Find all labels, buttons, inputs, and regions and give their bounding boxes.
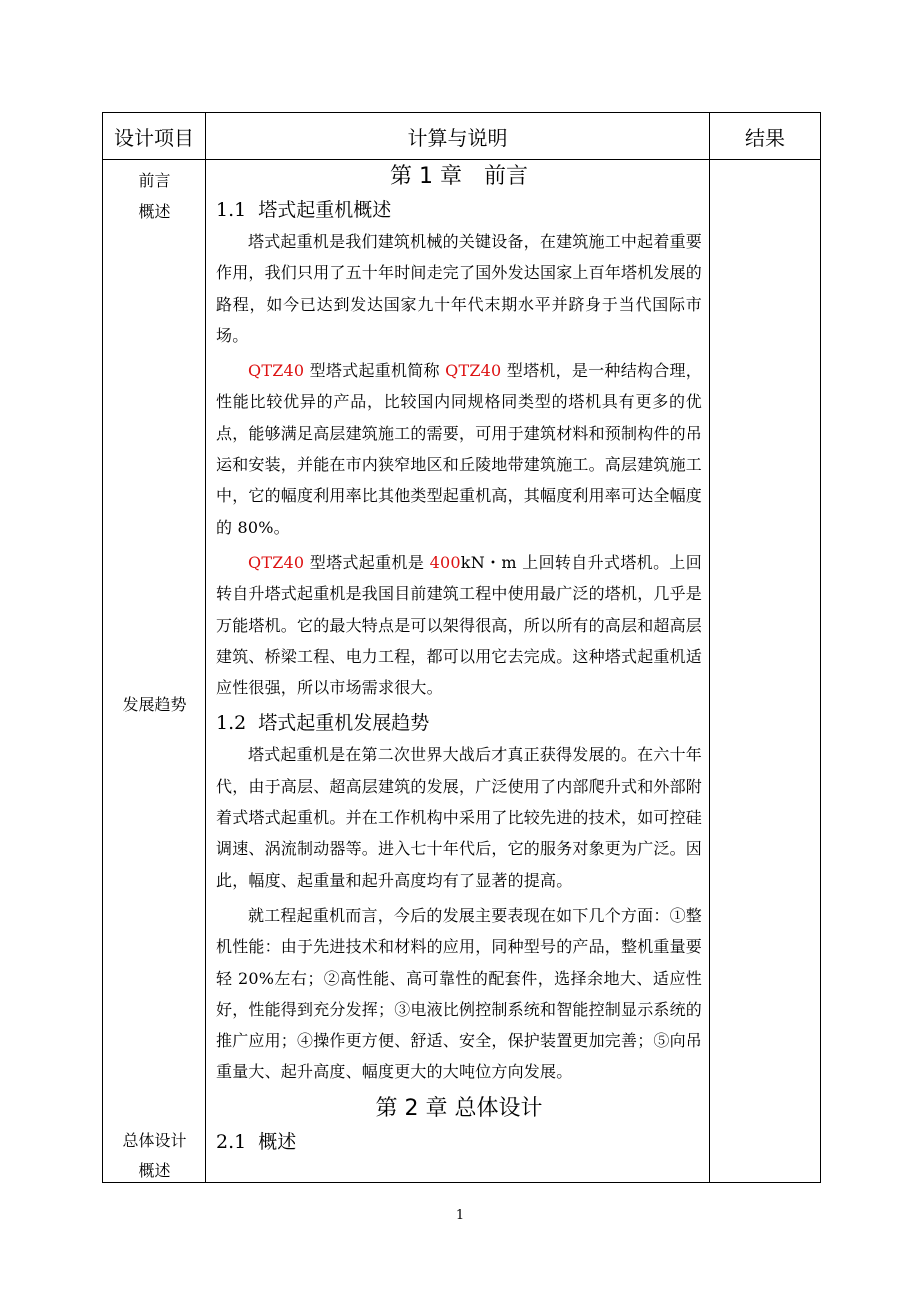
page-number: 1 [455, 1208, 465, 1223]
paragraph-1: 塔式起重机是我们建筑机械的关键设备，在建筑施工中起着重要作用，我们只用了五十年时间走完了国外发达国家上百年塔机发展的路程，如今已达到发达国家九十年代末期水平并跻身于当代国际市场。 [216, 232, 703, 345]
section-number: 1.2 [216, 712, 247, 735]
section-number: 1.1 [216, 199, 247, 221]
side-label-overall-design: 总体设计 [122, 1131, 187, 1150]
text-fragment: kN・m 上回转自升式塔机。上回转自升塔式起重机是我国目前建筑工程中使用最广泛的塔机，几乎是万能塔机。它的最大特点是可以架得很高，所以所有的高层和超高层建筑、桥梁工程、电力工程，都可以用它去完成。这种塔式起重机适应性很强，所以市场需求很大。 [216, 552, 703, 698]
header-calc-desc: 计算与说明 [206, 113, 710, 160]
table-header-row [103, 113, 821, 160]
paragraph-2 [216, 355, 702, 543]
header-result: 结果 [710, 113, 821, 160]
section-title: 概述 [258, 1130, 297, 1153]
side-column [103, 160, 206, 1183]
side-label-trend: 发展趋势 [122, 695, 187, 714]
design-table [102, 112, 821, 1183]
paragraph-4: 塔式起重机是在第二次世界大战后才真正获得发展的。在六十年代，由于高层、超高层建筑的发展，广泛使用了内部爬升式和外部附着式塔式起重机。并在工作机构中采用了比较先进的技术，如可控硅调速、涡流制动器等。进入七十年代后，它的服务对象更为广泛。因此，幅度、起重量和起升高度均有了显著的提高。 [216, 745, 703, 890]
side-label-overview: 概述 [138, 202, 171, 221]
header-design-item: 设计项目 [103, 113, 206, 160]
model-name: QTZ40 [248, 552, 305, 572]
model-name: QTZ40 [248, 361, 305, 381]
chapter-2-title: 第 2 章 总体设计 [375, 1095, 543, 1121]
content-column [206, 160, 710, 1183]
moment-value: 400 [429, 552, 461, 572]
table-body-row [103, 160, 821, 1183]
result-column [710, 160, 821, 1183]
text-fragment: 型塔式起重机简称 [304, 361, 446, 381]
side-label-overview-2: 概述 [138, 1161, 171, 1180]
text-fragment: 型塔式起重机是 [304, 552, 430, 572]
paragraph-3 [216, 547, 702, 703]
text-fragment: 型塔机，是一种结构合理，性能比较优异的产品，比较国内同规格同类型的塔机具有更多的优点，能够满足高层建筑施工的需要，可用于建筑材料和预制构件的吊运和安装，并能在市内狭窄地区和丘陵地带建筑施工。高层建筑施工中，它的幅度利用率比其他类型起重机高，其幅度利用率可达全幅度的 80%。 [216, 361, 703, 537]
section-1-1-heading [216, 194, 702, 226]
section-2-1-heading [216, 1126, 702, 1158]
paragraph-5: 就工程起重机而言，今后的发展主要表现在如下几个方面：①整机性能：由于先进技术和材料的应用，同种型号的产品，整机重量要轻 20%左右；②高性能、高可靠性的配套件，选择余地大、适应性好，性能得到充分发挥；③电液比例控制系统和智能控制显示系统的推广应用；④操作更方便、舒适、安全，保护装置更加完善；⑤向吊重量大、起升高度、幅度更大的大吨位方向发展。 [216, 905, 703, 1082]
model-name: QTZ40 [445, 361, 502, 381]
section-number: 2.1 [216, 1130, 247, 1153]
section-title: 塔式起重机概述 [258, 199, 392, 221]
section-title: 塔式起重机发展趋势 [258, 712, 430, 735]
side-label-preface: 前言 [138, 171, 171, 190]
section-1-2-heading [216, 707, 702, 739]
chapter-1-title: 第 1 章 前言 [390, 164, 528, 189]
